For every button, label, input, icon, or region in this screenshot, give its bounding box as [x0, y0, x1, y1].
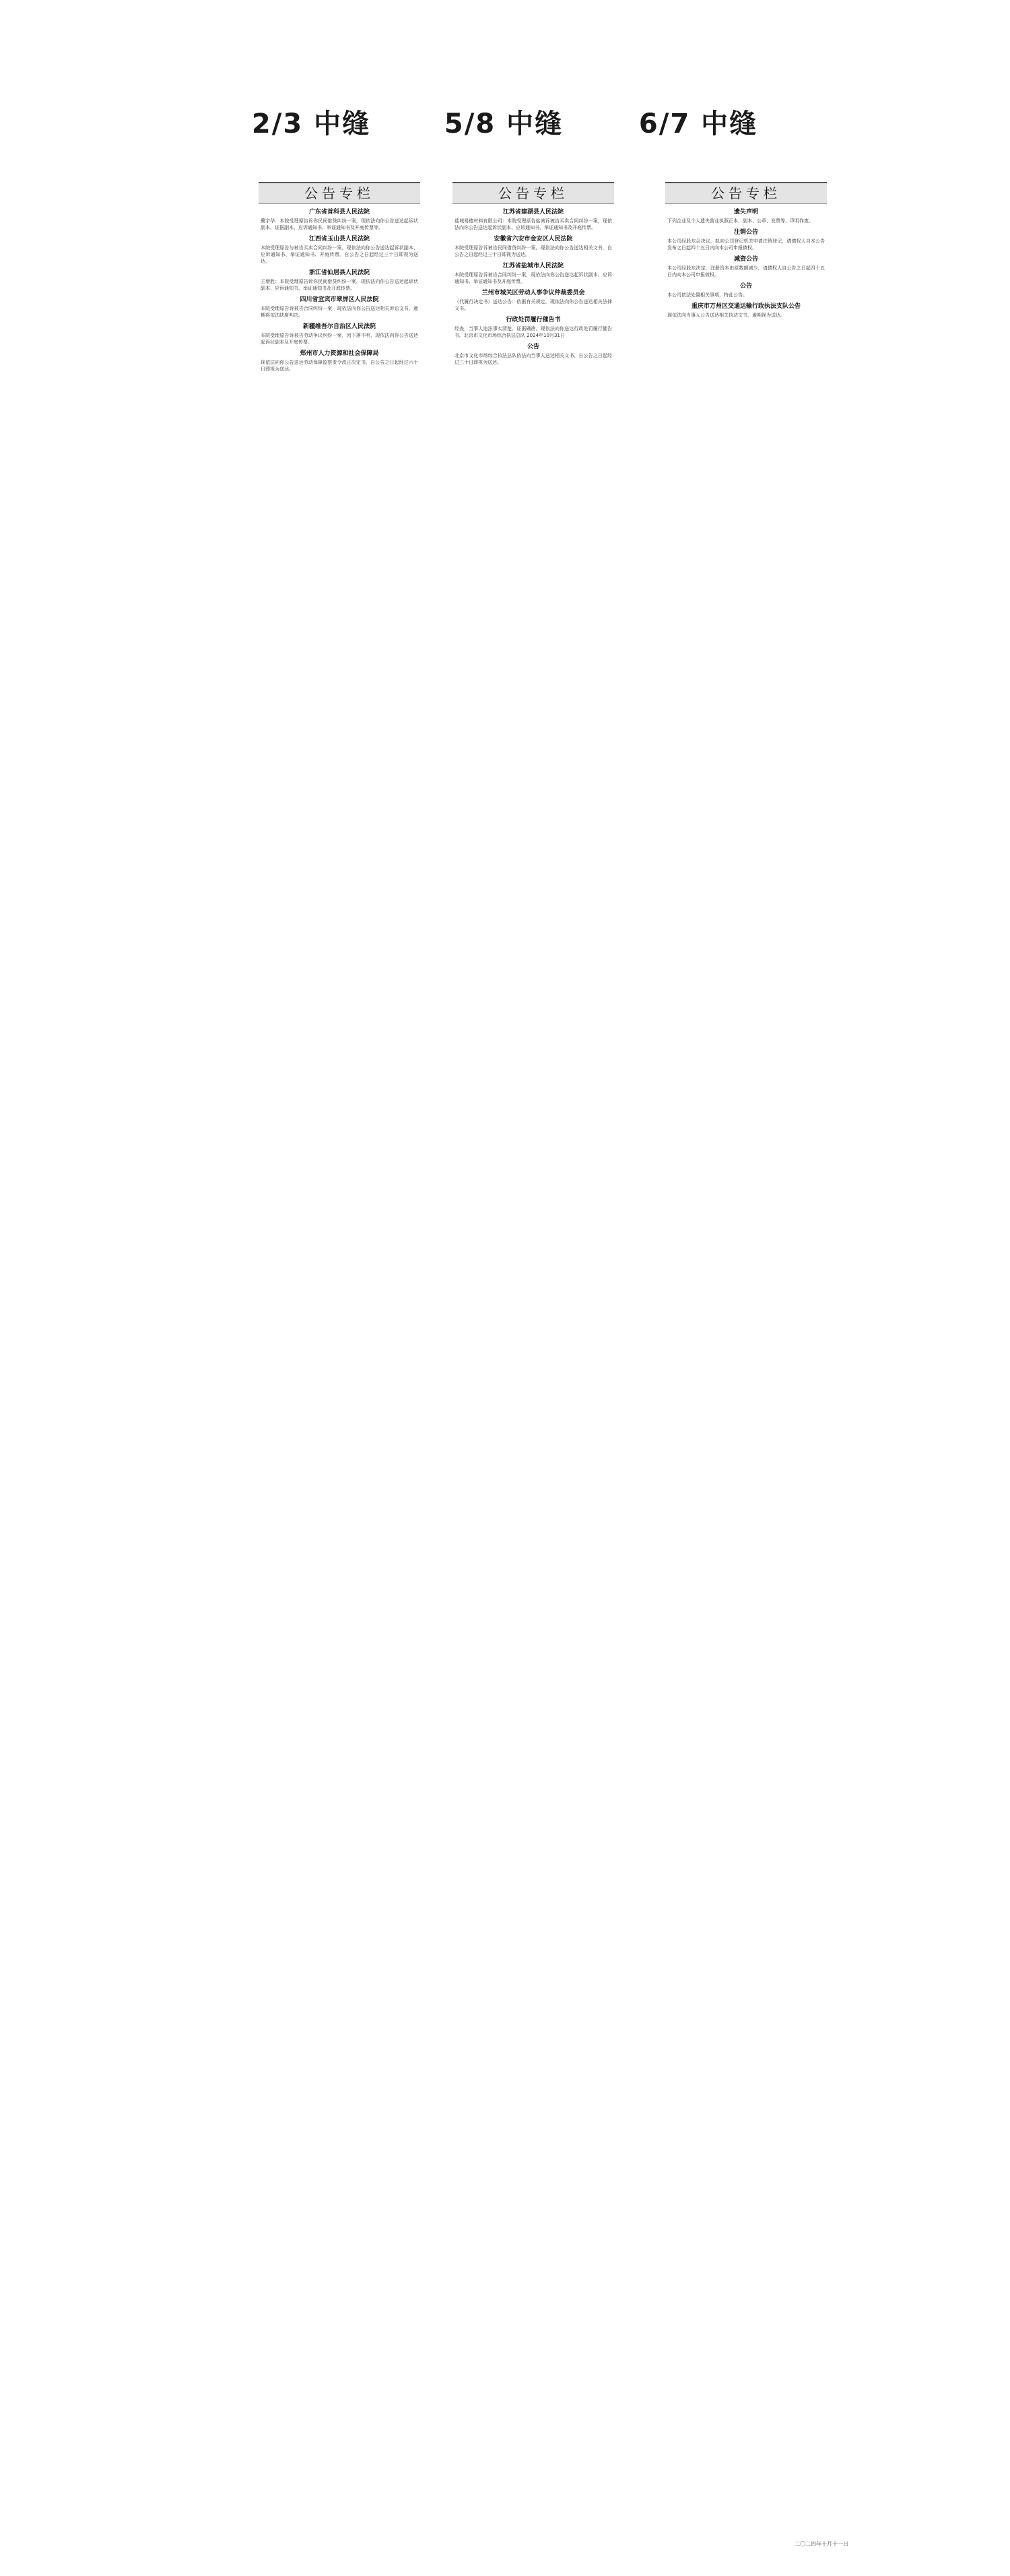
column-header: 公告专栏 [259, 182, 420, 204]
notice-text: 冀宇华：本院受理原告诉你民间借贷纠纷一案，现依法向你公告送达起诉状副本、证据副本、应诉通知书、举证通知书及开庭传票等。 [261, 218, 418, 230]
notice-column-2 [452, 182, 614, 2536]
notice-title: 广东省首科县人民法院 [308, 209, 370, 216]
notice-item [454, 289, 612, 312]
notice-title: 郑州市人力资源和社会保障局 [300, 350, 379, 357]
column-title-2: 5/8 中缝 [444, 108, 564, 139]
notice-title: 浙江省仙居县人民法院 [308, 269, 370, 276]
notice-item [261, 350, 418, 373]
column-header: 公告专栏 [452, 182, 614, 204]
notice-title: 遗失声明 [733, 209, 758, 216]
column-header: 公告专栏 [665, 182, 827, 204]
notice-item [454, 235, 612, 258]
notice-text: 本院受理原告诉被告合同纠纷一案，现依法向你公告送达相关诉讼文书，逾期将依法缺席判决。 [261, 306, 418, 318]
notice-title: 注销公告 [733, 229, 758, 236]
notice-text: （代履行决定书）送达公告：依据有关规定，现依法向你公告送达相关法律文书。 [454, 299, 612, 311]
notice-item [261, 235, 418, 265]
notice-item [667, 228, 825, 251]
column-title-3: 6/7 中缝 [638, 108, 758, 139]
notice-item [454, 208, 612, 231]
notice-title: 江西省玉山县人民法院 [308, 236, 370, 243]
notice-title: 公告 [527, 344, 539, 350]
notice-item [454, 316, 612, 339]
notice-item [667, 208, 825, 224]
notice-item [261, 323, 418, 346]
notice-title: 安徽省六安市金安区人民法院 [494, 236, 573, 243]
notice-text: 王增胜：本院受理原告诉你民间借贷纠纷一案，现依法向你公告送达起诉状副本、应诉通知书、举证通知书及开庭传票。 [261, 279, 418, 291]
notice-column-3 [665, 182, 827, 2536]
notice-item [261, 296, 418, 319]
notice-title: 新疆维吾尔自治区人民法院 [302, 323, 376, 330]
notice-text: 北京市文化市场综合执法总队依法向当事人送达相关文书，自公告之日起经过三十日即视为送达。 [454, 353, 612, 365]
column-title-1: 2/3 中缝 [251, 108, 371, 139]
notice-title: 行政处罚履行催告书 [506, 317, 561, 323]
notice-title: 重庆市万州区交通运输行政执法支队公告 [691, 303, 801, 310]
notice-text: 本公司经股东会决议，拟向公司登记机关申请注销登记，请债权人自本公告发布之日起四十五日内向本公司申报债权。 [667, 238, 825, 251]
notice-item [667, 255, 825, 278]
notice-text: 本院受理原告诉被告劳动争议纠纷一案，因下落不明，现依法向你公告送达起诉状副本及开庭传票。 [261, 333, 418, 345]
notice-text: 本公司经股东决定，注册资本由原数额减少，请债权人自公告之日起四十五日内向本公司申报债权。 [667, 265, 825, 278]
notice-item [667, 302, 825, 319]
notice-text: 本公司依法处置相关事项，特此公告。 [667, 292, 747, 298]
notice-item [454, 343, 612, 366]
notice-text: 经查，当事人违法事实清楚，证据确凿，现依法向你送达行政处罚履行催告书。北京市文化市场综合执法总队 2024年10月31日 [454, 326, 612, 338]
notice-text: 本院受理原告与被告买卖合同纠纷一案，现依法向你公告送达起诉状副本、应诉通知书、举证通知书、开庭传票。自公告之日起经过三十日即视为送达。 [261, 245, 418, 264]
notice-item [261, 208, 418, 231]
notice-item [261, 269, 418, 292]
notice-title: 四川省宜宾市翠屏区人民法院 [300, 296, 379, 303]
notice-title: 江苏省盐城市人民法院 [502, 263, 564, 269]
notice-text: 本院受理原告诉被告民间借贷纠纷一案，现依法向你公告送达相关文书，自公告之日起经过三十日即视为送达。 [454, 245, 612, 257]
notice-title: 兰州市城关区劳动人事争议仲裁委员会 [481, 290, 585, 296]
notice-title: 江苏省建湖县人民法院 [502, 209, 564, 216]
notice-title: 公告 [739, 283, 752, 290]
notice-text: 盐城易德材料有限公司：本院受理原告盐城诉被告买卖合同纠纷一案，现依法向你公告送达起诉状副本、应诉通知书、举证通知书及开庭传票。 [454, 218, 612, 230]
notice-text: 现依法向你公告送达劳动保障监察责令改正决定书，自公告之日起经过六十日即视为送达。 [261, 360, 418, 372]
notice-text: 下列企业及个人遗失营业执照正本、副本、公章、发票等，声明作废。 [667, 218, 813, 224]
footer-date: 二〇二四年十月十一日 [795, 2541, 848, 2547]
notice-column-1 [259, 182, 420, 2536]
notice-item [667, 282, 825, 298]
notice-item [454, 262, 612, 285]
notice-text: 本院受理原告诉被告合同纠纷一案，现依法向你公告送达起诉状副本、应诉通知书、举证通知书及开庭传票。 [454, 272, 612, 284]
notice-text: 现依法向当事人公告送达相关执法文书，逾期视为送达。 [667, 313, 785, 318]
notice-title: 减资公告 [733, 256, 758, 263]
